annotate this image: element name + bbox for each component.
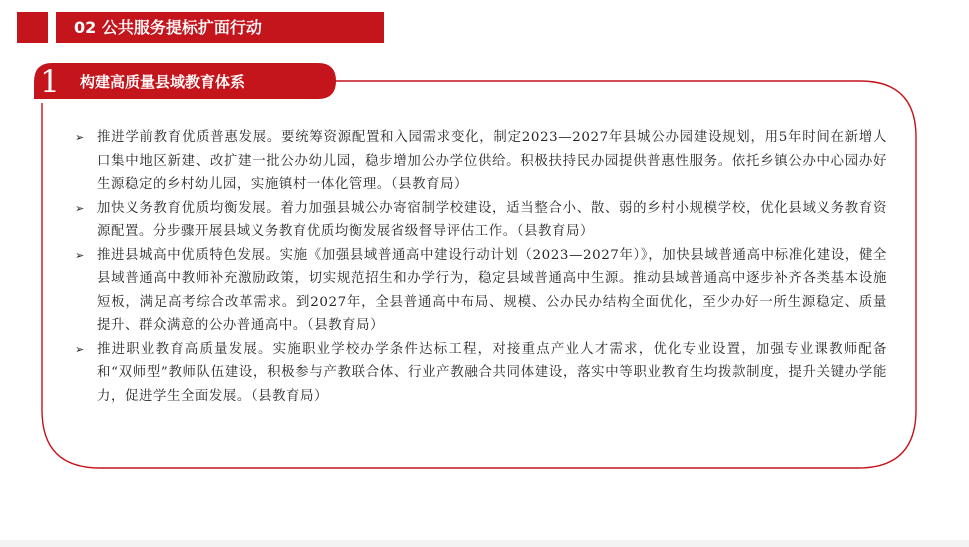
list-item [75,126,887,197]
arrow-bullet-icon: ➢ [75,201,85,215]
section-title: 构建高质量县域教育体系 [80,73,246,91]
list-item [75,197,887,244]
section-number: 1 [40,64,60,100]
list-item [75,244,887,338]
bottom-strip [0,540,969,547]
bullet-list [75,126,887,408]
bullet-text: 加快义务教育优质均衡发展。着力加强县城公办寄宿制学校建设，适当整合小、散、弱的乡村小规模学校，优化县域义务教育资源配置。分步骤开展县域义务教育优质均衡发展省级督导评估工作。（县教育局） [97,200,887,239]
bullet-text: 推进职业教育高质量发展。实施职业学校办学条件达标工程，对接重点产业人才需求，优化专业设置，加强专业课教师配备和“双师型”教师队伍建设，积极参与产教联合体、行业产教融合共同体建设，落实中等职业教育生均拨款制度，提升关键办学能力，促进学生全面发展。（县教育局） [97,341,887,404]
bullet-text: 推进县城高中优质特色发展。实施《加强县域普通高中建设行动计划（2023—2027年）》，加快县域普通高中标准化建设，健全县域普通高中教师补充激励政策，切实规范招生和办学行为，稳定县域普通高中生源。推动县域普通高中逐步补齐各类基本设施短板，满足高考综合改革需求。到2027年，全县普通高中布局、规模、公办民办结构全面优化，至少办好一所生源稳定、质量提升、群众满意的公办普通高中。（县教育局） [97,247,887,333]
arrow-bullet-icon: ➢ [75,248,85,262]
list-item [75,338,887,409]
header-title: 02 公共服务提标扩面行动 [56,12,384,43]
arrow-bullet-icon: ➢ [75,342,85,356]
bullet-text: 推进学前教育优质普惠发展。要统筹资源配置和入园需求变化，制定2023—2027年县城公办园建设规划，用5年时间在新增人口集中地区新建、改扩建一批公办幼儿园，稳步增加公办学位供给。积极扶持民办园提供普惠性服务。依托乡镇公办中心园办好生源稳定的乡村幼儿园，实施镇村一体化管理。（县教育局） [97,130,887,192]
arrow-bullet-icon: ➢ [75,131,85,144]
